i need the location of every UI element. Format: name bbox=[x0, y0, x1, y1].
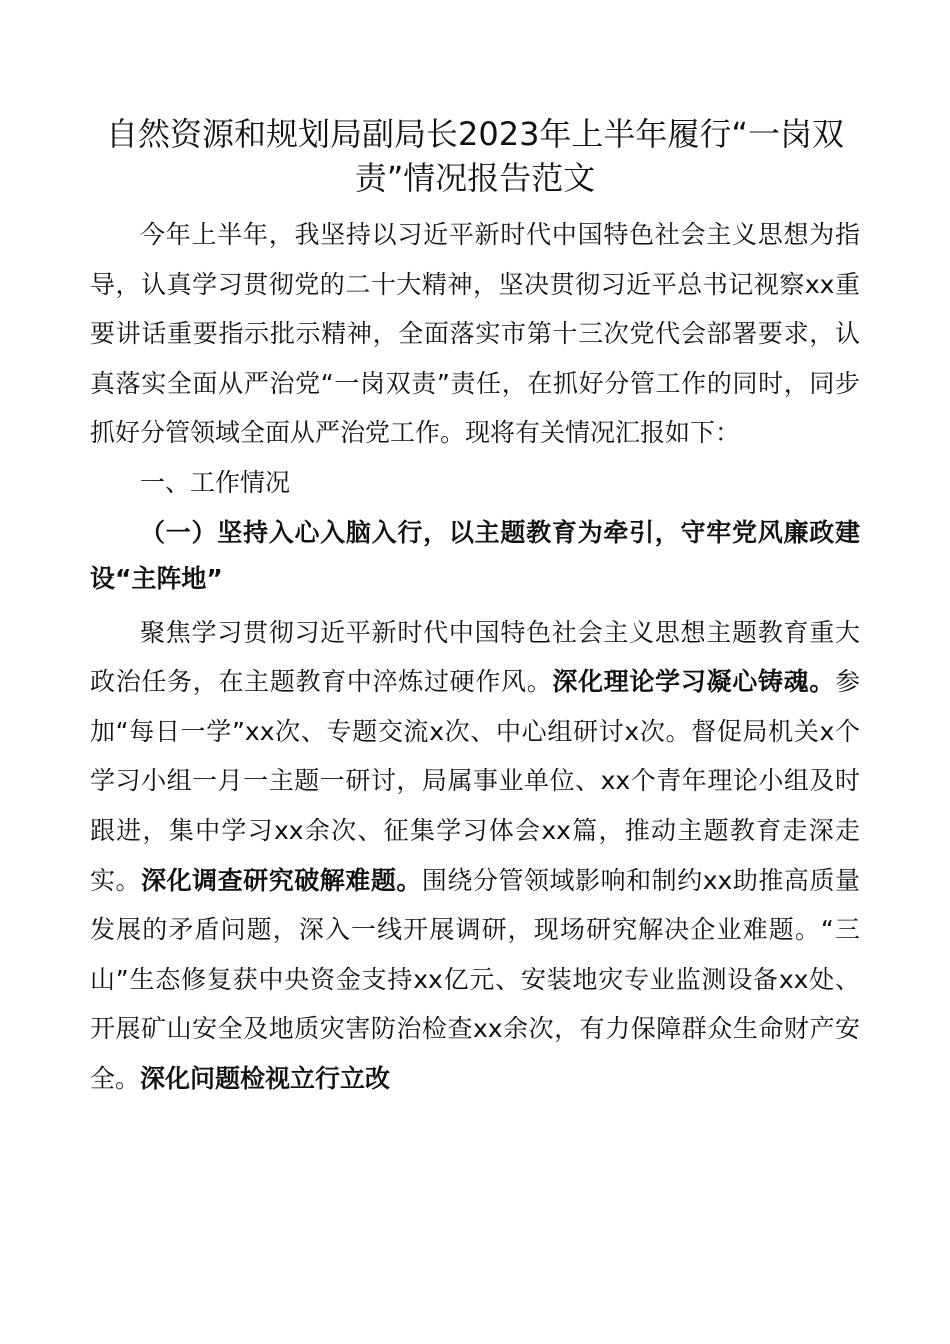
document-title: 自然资源和规划局副局长2023年上半年履行“一岗双责”情况报告范文 bbox=[105, 115, 845, 197]
intro-paragraph: 今年上半年，我坚持以习近平新时代中国特色社会主义思想为指导，认真学习贯彻党的二十大精神，坚决贯彻习近平总书记视察xx重要讲话重要指示批示精神，全面落实市第十三次党代会部署要求，认真落实全面从严治党“一岗双责”责任，在抓好分管工作的同时，同步抓好分管领域全面从严治党工作。现将有关情况汇报如下： bbox=[90, 220, 860, 448]
section-heading-work-status: 一、工作情况 bbox=[140, 467, 291, 497]
bold-phrase-theory-study: 深化理论学习凝心铸魂。 bbox=[552, 667, 835, 697]
subsection-heading-theme-education: （一）坚持入心入脑入行，以主题教育为牵引，守牢党风廉政建设“主阵地” bbox=[90, 517, 860, 593]
body-text-part-2: 参加“每日一学”xx次、专题交流x次、中心组研讨x次。督促局机关x个学习小组一月一主题一研讨，局属事业单位、xx个青年理论小组及时跟进，集中学习xx余次、征集学习体会xx篇，推动主题教育走深走实。 bbox=[90, 667, 860, 895]
body-text-part-3: 围绕分管领域影响和制约xx助推高质量发展的矛盾问题，深入一线开展调研，现场研究解决企业难题。“三山”生态修复获中央资金支持xx亿元、安装地灾专业监测设备xx处、开展矿山安全及地质灾害防治检查xx余次，有力保障群众生命财产安全。 bbox=[90, 865, 860, 1093]
body-paragraph bbox=[90, 608, 860, 1104]
body-text-part-1: 聚焦学习贯彻习近平新时代中国特色社会主义思想主题教育重大政治任务，在主题教育中淬炼过硬作风。 bbox=[90, 617, 860, 697]
bold-phrase-research: 深化调查研究破解难题。 bbox=[141, 865, 422, 895]
bold-phrase-problem-review: 深化问题检视立行立改 bbox=[140, 1063, 391, 1093]
document-body bbox=[90, 112, 860, 1104]
